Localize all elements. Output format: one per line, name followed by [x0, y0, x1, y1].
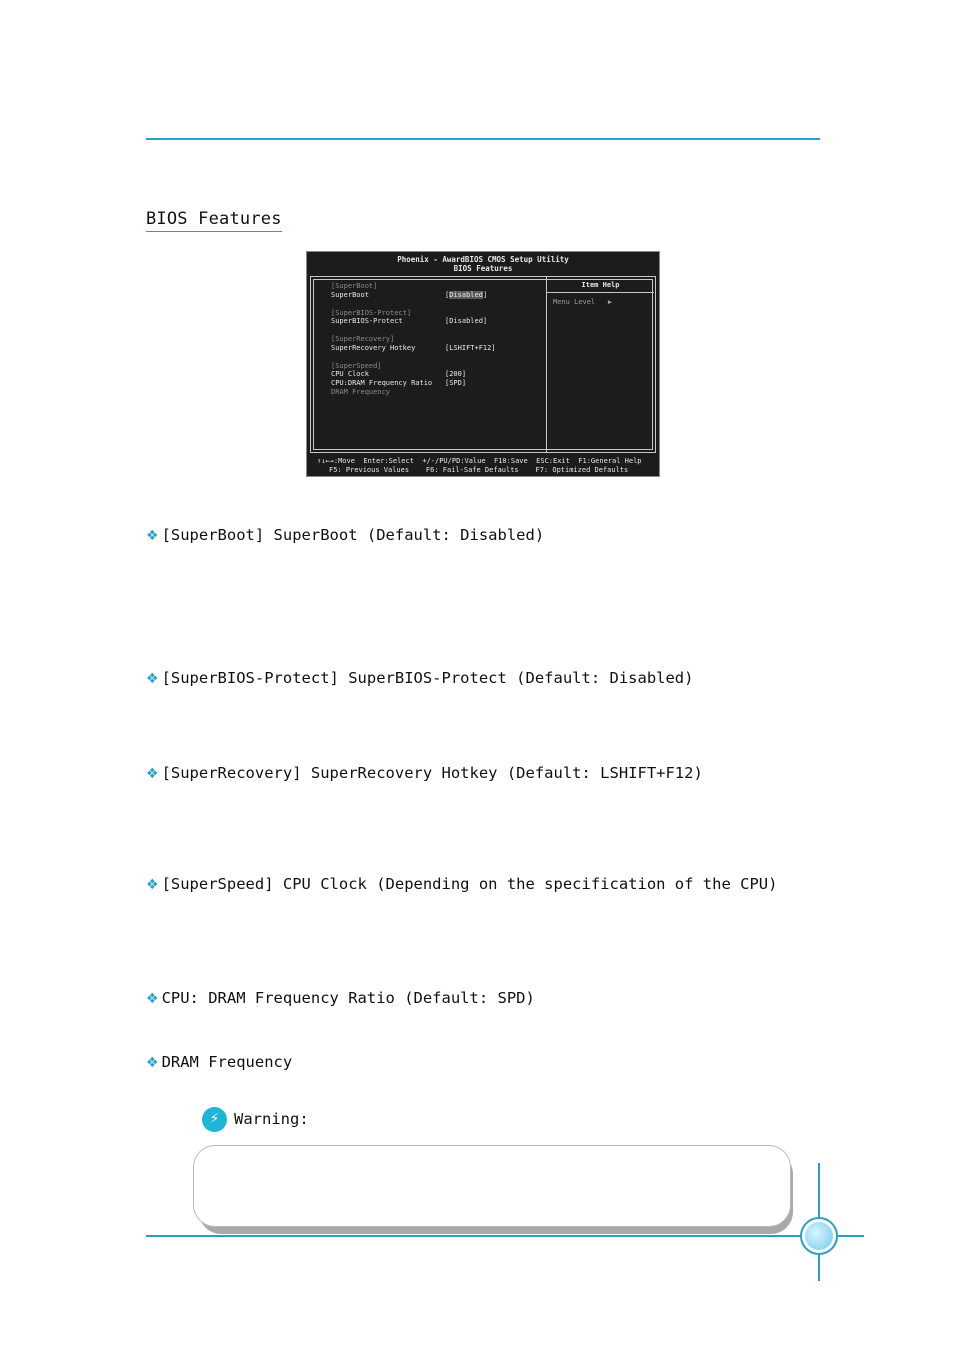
item-superspeed [146, 875, 777, 893]
warning-label: Warning: [234, 1110, 309, 1128]
bios-row-label: CPU:DRAM Frequency Ratio [331, 379, 433, 387]
bios-row-value[interactable]: [SPD] [445, 379, 467, 387]
bios-row-value[interactable]: [LSHIFT+F12] [445, 343, 496, 352]
bios-row-dram-frequency: DRAM Frequency [331, 387, 391, 396]
section-title: BIOS Features [146, 209, 282, 232]
bios-group-superrecovery: [SuperRecovery] [331, 335, 395, 343]
diamond-bullet-icon: ❖ [146, 877, 159, 893]
header-rule [146, 138, 820, 140]
diamond-bullet-icon: ❖ [146, 766, 159, 782]
item-superrecovery [146, 764, 703, 782]
item-help-title: Item Help [581, 281, 620, 289]
bios-row-label: SuperBIOS-Protect [331, 317, 403, 325]
bios-header [307, 255, 659, 273]
bios-screenshot [306, 251, 660, 477]
bios-row-value[interactable]: [Disabled] [445, 317, 488, 325]
diamond-bullet-icon: ❖ [146, 671, 159, 687]
bios-row-value[interactable]: [Disabled] [445, 290, 488, 299]
bios-row-label: CPU Clock [331, 370, 369, 378]
footer-rule [146, 1235, 802, 1237]
bios-row-label: SuperBoot [331, 290, 369, 299]
bios-group-superboot: [SuperBoot] [331, 282, 378, 290]
menu-level-label: Menu Level [553, 298, 596, 306]
item-dram-ratio [146, 989, 535, 1007]
bios-footer-line2: F5: Previous Values F6: Fail-Safe Defaults F7: Optimized Defaults [329, 465, 629, 474]
bios-row-superrecovery[interactable] [331, 343, 496, 353]
item-superboot [146, 526, 544, 544]
bios-footer [317, 457, 657, 474]
diamond-bullet-icon: ❖ [146, 1055, 159, 1071]
bios-divider [546, 276, 547, 453]
bios-group-superspeed: [SuperSpeed] [331, 361, 382, 370]
item-text: [SuperBoot] SuperBoot (Default: Disabled) [161, 526, 545, 544]
item-text: CPU: DRAM Frequency Ratio (Default: SPD) [161, 989, 535, 1007]
arrow-right-icon: ▶ [607, 298, 613, 306]
item-text: [SuperSpeed] CPU Clock (Depending on the specification of the CPU) [161, 875, 778, 893]
item-superbios-protect [146, 669, 693, 687]
page-corner-horizontal-line [836, 1235, 864, 1237]
menu-level [553, 298, 612, 307]
bios-row-cpu-clock[interactable] [331, 370, 467, 379]
diamond-bullet-icon: ❖ [146, 991, 159, 1007]
item-dram-frequency [146, 1053, 292, 1071]
bios-row-superbios-protect[interactable] [331, 317, 488, 326]
item-text: [SuperRecovery] SuperRecovery Hotkey (Default: LSHIFT+F12) [161, 764, 703, 782]
item-text: [SuperBIOS-Protect] SuperBIOS-Protect (Default: Disabled) [161, 669, 694, 687]
lightning-icon: ⚡ [202, 1107, 227, 1132]
item-text: DRAM Frequency [161, 1053, 293, 1071]
bios-row-value[interactable]: [200] [445, 370, 467, 378]
warning-box [193, 1145, 791, 1227]
bios-row-label: SuperRecovery Hotkey [331, 343, 416, 352]
diamond-bullet-icon: ❖ [146, 528, 159, 544]
bios-row-dram-ratio[interactable] [331, 379, 467, 388]
bios-group-superbios-protect: [SuperBIOS-Protect] [331, 308, 412, 317]
bios-title: Phoenix - AwardBIOS CMOS Setup Utility [397, 255, 569, 264]
help-separator [547, 292, 654, 293]
bios-subtitle: BIOS Features [453, 264, 513, 273]
bios-footer-line1: ↑↓←→:Move Enter:Select +/-/PU/PD:Value F10:Save ESC:Exit F1:General Help [317, 457, 642, 465]
page-number-circle-fill [805, 1222, 833, 1250]
bios-row-superboot[interactable] [331, 290, 488, 300]
